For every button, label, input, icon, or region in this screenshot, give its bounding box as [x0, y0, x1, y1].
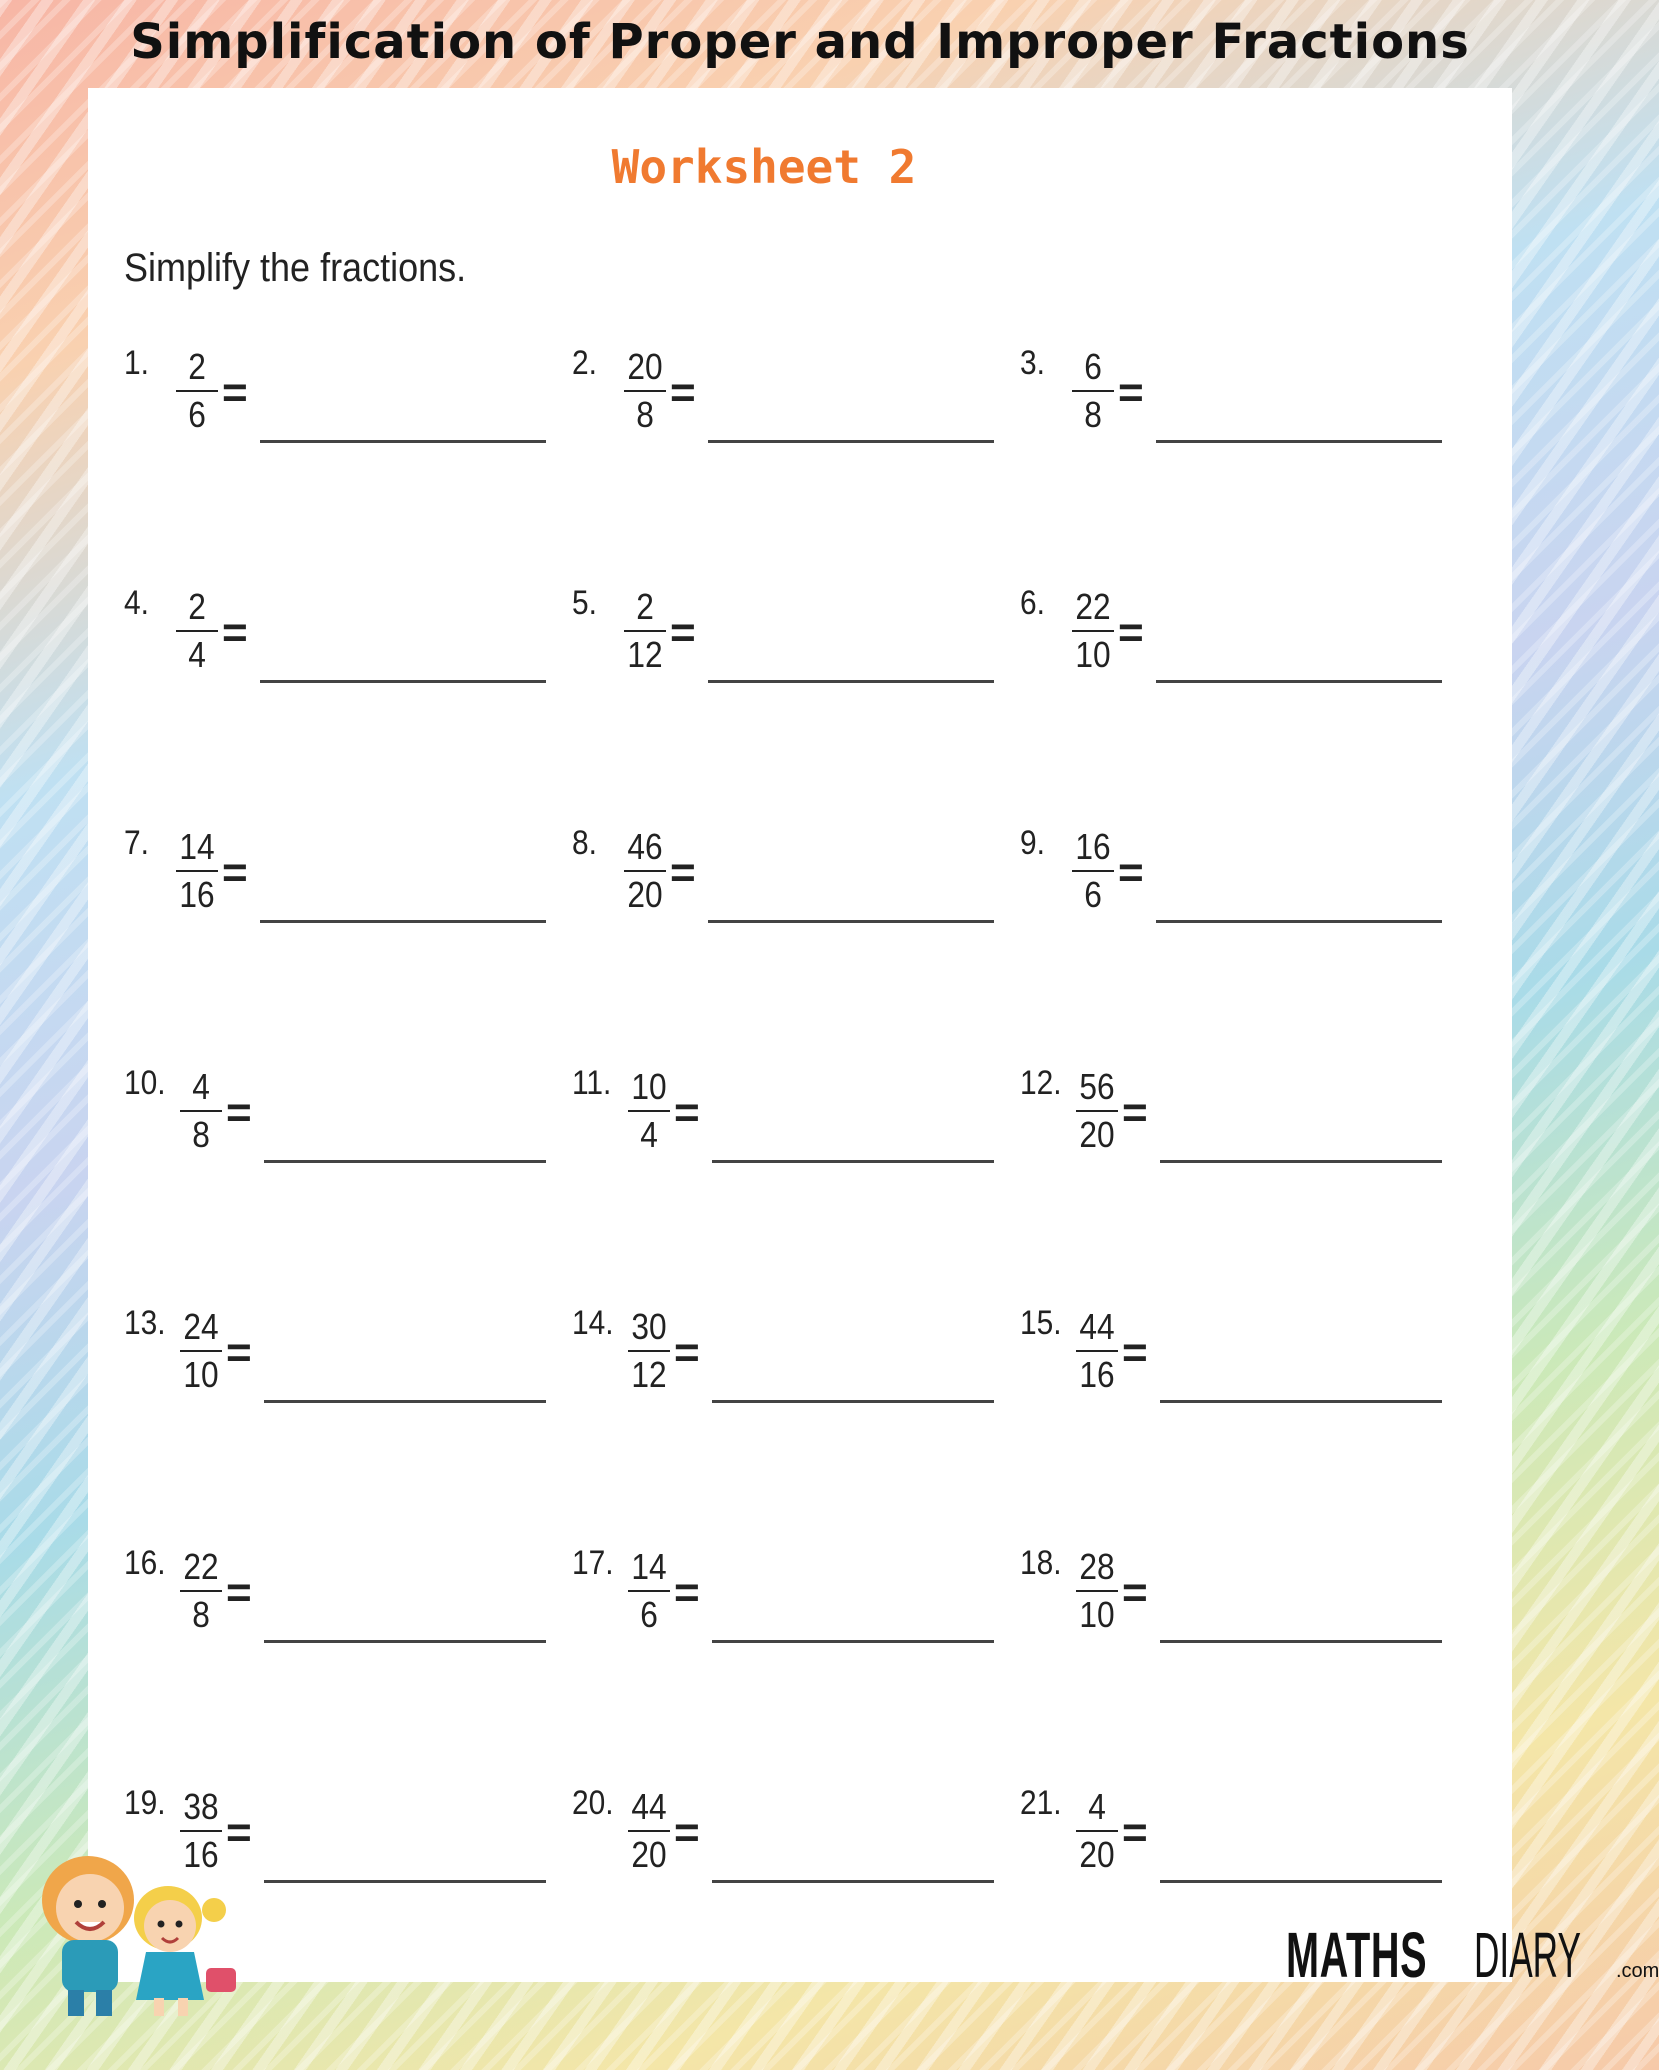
answer-line[interactable] [260, 440, 546, 443]
fraction [1072, 344, 1114, 438]
fraction-denominator: 16 [179, 874, 215, 915]
problem-number: 1. [124, 344, 149, 382]
fraction-denominator: 6 [640, 1594, 658, 1635]
instruction-text: Simplify the fractions. [124, 246, 467, 290]
fraction-numerator: 38 [183, 1786, 219, 1827]
problem-number: 11. [572, 1064, 612, 1102]
answer-line[interactable] [264, 1160, 546, 1163]
equals-sign: = [226, 1568, 252, 1617]
fraction-numerator: 22 [183, 1546, 219, 1587]
fraction [1076, 1784, 1118, 1878]
fraction-denominator: 4 [188, 634, 206, 675]
fraction-numerator: 56 [1079, 1066, 1115, 1107]
answer-line[interactable] [1156, 920, 1442, 923]
problem-number: 10. [124, 1064, 166, 1102]
fraction [628, 1304, 670, 1398]
fraction [624, 344, 666, 438]
fraction-numerator: 2 [188, 586, 206, 627]
fraction-denominator: 12 [631, 1354, 667, 1395]
fraction-denominator: 20 [631, 1834, 667, 1875]
answer-line[interactable] [712, 1400, 994, 1403]
equals-sign: = [1118, 608, 1144, 657]
fraction-numerator: 2 [636, 586, 654, 627]
answer-line[interactable] [708, 920, 994, 923]
problem-number: 8. [572, 824, 597, 862]
problem-number: 7. [124, 824, 149, 862]
problem-item [572, 584, 1012, 714]
problem-item [1020, 1064, 1460, 1194]
fraction [624, 584, 666, 678]
fraction-denominator: 20 [1079, 1114, 1115, 1155]
fraction [180, 1304, 222, 1398]
equals-sign: = [226, 1328, 252, 1377]
problem-item [124, 1544, 564, 1674]
problem-number: 12. [1020, 1064, 1062, 1102]
brand-logo-diary: DIARY [1474, 1919, 1581, 1991]
answer-line[interactable] [1156, 440, 1442, 443]
problem-item [1020, 584, 1460, 714]
worksheet-subtitle: Worksheet 2 [611, 140, 917, 194]
fraction-denominator: 8 [192, 1114, 210, 1155]
fraction-denominator: 10 [1075, 634, 1111, 675]
fraction-denominator: 6 [1084, 874, 1102, 915]
fraction [180, 1064, 222, 1158]
problem-number: 21. [1020, 1784, 1062, 1822]
problem-item [572, 824, 1012, 954]
fraction-denominator: 16 [183, 1834, 219, 1875]
fraction-numerator: 28 [1079, 1546, 1115, 1587]
fraction-denominator: 10 [183, 1354, 219, 1395]
fraction-numerator: 24 [183, 1306, 219, 1347]
problem-number: 17. [572, 1544, 614, 1582]
problem-item [124, 344, 564, 474]
fraction [624, 824, 666, 918]
fraction [176, 584, 218, 678]
fraction [628, 1064, 670, 1158]
page-title: Simplification of Proper and Improper Fractions [130, 14, 1470, 70]
problem-item [1020, 1784, 1460, 1914]
brand-logo[interactable] [1286, 1918, 1659, 1992]
answer-line[interactable] [260, 920, 546, 923]
fraction-denominator: 10 [1079, 1594, 1115, 1635]
answer-line[interactable] [1160, 1640, 1442, 1643]
answer-line[interactable] [712, 1160, 994, 1163]
fraction-denominator: 20 [627, 874, 663, 915]
problem-number: 15. [1020, 1304, 1062, 1342]
fraction-denominator: 16 [1079, 1354, 1115, 1395]
equals-sign: = [222, 608, 248, 657]
problem-item [572, 1544, 1012, 1674]
fraction-numerator: 44 [1079, 1306, 1115, 1347]
fraction-numerator: 4 [192, 1066, 210, 1107]
fraction-denominator: 8 [192, 1594, 210, 1635]
problem-item [1020, 824, 1460, 954]
equals-sign: = [226, 1088, 252, 1137]
answer-line[interactable] [712, 1640, 994, 1643]
answer-line[interactable] [708, 680, 994, 683]
problem-number: 13. [124, 1304, 166, 1342]
fraction-numerator: 14 [631, 1546, 667, 1587]
problem-item [1020, 344, 1460, 474]
problem-item [124, 1064, 564, 1194]
fraction-numerator: 46 [627, 826, 663, 867]
problem-item [572, 344, 1012, 474]
fraction [176, 824, 218, 918]
fraction [628, 1544, 670, 1638]
equals-sign: = [1122, 1568, 1148, 1617]
fraction [1076, 1544, 1118, 1638]
problem-item [572, 1064, 1012, 1194]
equals-sign: = [674, 1808, 700, 1857]
problem-number: 18. [1020, 1544, 1062, 1582]
equals-sign: = [674, 1568, 700, 1617]
fraction-numerator: 6 [1084, 346, 1102, 387]
problem-number: 5. [572, 584, 597, 622]
problem-number: 9. [1020, 824, 1045, 862]
equals-sign: = [670, 368, 696, 417]
problem-item [572, 1784, 1012, 1914]
answer-line[interactable] [1156, 680, 1442, 683]
fraction-numerator: 10 [631, 1066, 667, 1107]
equals-sign: = [222, 848, 248, 897]
equals-sign: = [1122, 1088, 1148, 1137]
problem-number: 20. [572, 1784, 614, 1822]
fraction-numerator: 16 [1075, 826, 1111, 867]
fraction-denominator: 8 [1084, 394, 1102, 435]
fraction-numerator: 22 [1075, 586, 1111, 627]
answer-line[interactable] [264, 1640, 546, 1643]
fraction [628, 1784, 670, 1878]
fraction-numerator: 4 [1088, 1786, 1106, 1827]
problem-item [124, 584, 564, 714]
equals-sign: = [1118, 368, 1144, 417]
fraction-denominator: 12 [627, 634, 663, 675]
answer-line[interactable] [1160, 1160, 1442, 1163]
equals-sign: = [226, 1808, 252, 1857]
problem-item [1020, 1304, 1460, 1434]
problem-number: 16. [124, 1544, 166, 1582]
fraction [1076, 1064, 1118, 1158]
kids-illustration [18, 1840, 248, 2020]
answer-line[interactable] [264, 1880, 546, 1883]
equals-sign: = [222, 368, 248, 417]
answer-line[interactable] [708, 440, 994, 443]
equals-sign: = [670, 848, 696, 897]
answer-line[interactable] [712, 1880, 994, 1883]
problem-item [124, 824, 564, 954]
fraction-numerator: 2 [188, 346, 206, 387]
fraction [176, 344, 218, 438]
fraction-numerator: 44 [631, 1786, 667, 1827]
problem-number: 6. [1020, 584, 1045, 622]
problem-number: 3. [1020, 344, 1045, 382]
equals-sign: = [674, 1328, 700, 1377]
problem-number: 4. [124, 584, 149, 622]
fraction [1072, 824, 1114, 918]
problem-number: 2. [572, 344, 597, 382]
fraction-denominator: 4 [640, 1114, 658, 1155]
problem-item [572, 1304, 1012, 1434]
fraction-numerator: 20 [627, 346, 663, 387]
fraction-numerator: 30 [631, 1306, 667, 1347]
equals-sign: = [1122, 1808, 1148, 1857]
answer-line[interactable] [1160, 1400, 1442, 1403]
problem-number: 19. [124, 1784, 166, 1822]
answer-line[interactable] [1160, 1880, 1442, 1883]
answer-line[interactable] [260, 680, 546, 683]
equals-sign: = [1118, 848, 1144, 897]
fraction-denominator: 8 [636, 394, 654, 435]
equals-sign: = [670, 608, 696, 657]
brand-logo-maths: MATHS [1286, 1919, 1428, 1991]
worksheet-sheet [88, 88, 1512, 1982]
answer-line[interactable] [264, 1400, 546, 1403]
fraction-denominator: 6 [188, 394, 206, 435]
problem-number: 14. [572, 1304, 614, 1342]
brand-logo-suffix: .com [1616, 1960, 1659, 1982]
fraction-denominator: 20 [1079, 1834, 1115, 1875]
fraction [1072, 584, 1114, 678]
fraction-numerator: 14 [179, 826, 215, 867]
problem-item [124, 1304, 564, 1434]
problem-item [1020, 1544, 1460, 1674]
equals-sign: = [674, 1088, 700, 1137]
fraction [180, 1544, 222, 1638]
fraction [1076, 1304, 1118, 1398]
equals-sign: = [1122, 1328, 1148, 1377]
